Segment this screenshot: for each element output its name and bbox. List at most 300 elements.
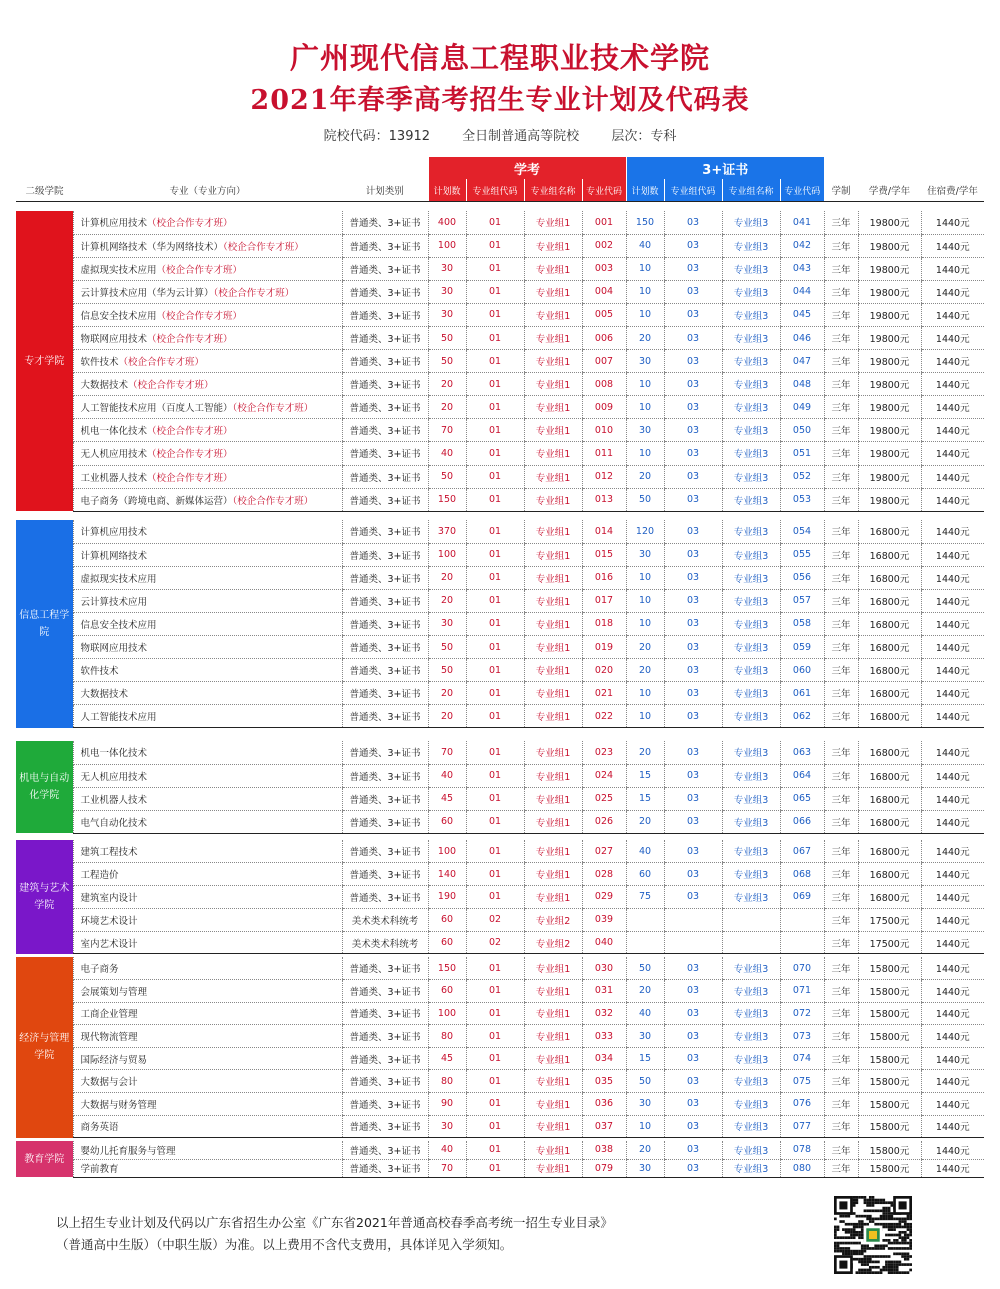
cell-cg — [664, 908, 722, 931]
cell-cn: 专业组3 — [722, 840, 780, 863]
cell-dorm: 1440元 — [921, 1047, 984, 1070]
cell-xp: 40 — [428, 1141, 466, 1159]
cell-cat: 普通类、3+证书 — [342, 980, 428, 1003]
cell-cn: 专业组3 — [722, 957, 780, 980]
cell-yr: 三年 — [824, 373, 858, 396]
table-row — [16, 234, 984, 257]
cell-dorm: 1440元 — [921, 326, 984, 349]
cell-xp: 100 — [428, 543, 466, 566]
cell-fee: 16800元 — [858, 840, 921, 863]
cell-cat: 普通类、3+证书 — [342, 257, 428, 280]
cell-xp: 100 — [428, 840, 466, 863]
cell-cp: 20 — [626, 659, 664, 682]
major-name — [73, 234, 342, 257]
cell-xg: 01 — [466, 257, 524, 280]
cell-cc: 071 — [780, 980, 824, 1003]
cell-fee: 19800元 — [858, 350, 921, 373]
cell-xg: 02 — [466, 931, 524, 954]
cell-yr: 三年 — [824, 234, 858, 257]
cell-xg: 01 — [466, 810, 524, 833]
cell-cp: 15 — [626, 787, 664, 810]
col-cert-group-name: 专业组名称 — [722, 179, 780, 202]
cell-xn: 专业组1 — [524, 280, 582, 303]
college-label: 专才学院 — [16, 211, 73, 511]
major-name-text: 物联网应用技术 — [80, 334, 148, 346]
cell-xg: 01 — [466, 980, 524, 1003]
cell-dorm: 1440元 — [921, 612, 984, 635]
cell-xc: 011 — [582, 442, 626, 465]
cert-header: 3+证书 — [626, 157, 824, 179]
major-name — [73, 635, 342, 658]
cell-cat: 普通类、3+证书 — [342, 840, 428, 863]
cell-xn: 专业组1 — [524, 1025, 582, 1048]
table-row — [16, 682, 984, 705]
cell-dorm: 1440元 — [921, 705, 984, 728]
cell-cg: 03 — [664, 465, 722, 488]
major-name-text: 工程造价 — [80, 870, 119, 882]
major-name-text: 环境艺术设计 — [80, 915, 138, 927]
major-name — [73, 659, 342, 682]
cell-xp: 60 — [428, 931, 466, 954]
cell-cn — [722, 908, 780, 931]
cell-xc: 034 — [582, 1047, 626, 1070]
cell-xp: 20 — [428, 396, 466, 419]
major-name — [73, 787, 342, 810]
cell-cg: 03 — [664, 682, 722, 705]
cell-xc: 032 — [582, 1002, 626, 1025]
cell-cp: 10 — [626, 373, 664, 396]
cell-cat: 普通类、3+证书 — [342, 810, 428, 833]
coop-class-tag: （校企合作专才班） — [147, 472, 233, 484]
cell-fee: 15800元 — [858, 1159, 921, 1177]
cell-dorm: 1440元 — [921, 1093, 984, 1116]
cell-cn: 专业组3 — [722, 303, 780, 326]
cell-xn: 专业组1 — [524, 1093, 582, 1116]
major-name — [73, 980, 342, 1003]
table-row — [16, 520, 984, 543]
major-name-text: 虚拟现实技术应用 — [80, 264, 157, 276]
cell-xn: 专业组1 — [524, 612, 582, 635]
cell-xc: 006 — [582, 326, 626, 349]
major-name — [73, 589, 342, 612]
cell-dorm: 1440元 — [921, 520, 984, 543]
cell-cp: 20 — [626, 465, 664, 488]
table-row — [16, 373, 984, 396]
coop-class-tag: （校企合作专才班） — [147, 334, 233, 346]
major-name-text: 电气自动化技术 — [80, 817, 148, 829]
cell-dorm: 1440元 — [921, 840, 984, 863]
cell-yr: 三年 — [824, 566, 858, 589]
cell-xp: 40 — [428, 764, 466, 787]
cell-cp: 10 — [626, 396, 664, 419]
cell-xc: 028 — [582, 863, 626, 886]
table-row — [16, 280, 984, 303]
cell-yr: 三年 — [824, 396, 858, 419]
cell-dorm: 1440元 — [921, 980, 984, 1003]
cell-xp: 50 — [428, 465, 466, 488]
table-row — [16, 566, 984, 589]
cell-cg: 03 — [664, 396, 722, 419]
cell-cp: 10 — [626, 442, 664, 465]
major-name — [73, 326, 342, 349]
cell-xg: 01 — [466, 886, 524, 909]
table-row — [16, 350, 984, 373]
cell-fee: 19800元 — [858, 465, 921, 488]
cell-cp: 40 — [626, 1002, 664, 1025]
cell-xn: 专业组1 — [524, 1047, 582, 1070]
cell-dorm: 1440元 — [921, 234, 984, 257]
cell-xn: 专业组1 — [524, 810, 582, 833]
cell-cn: 专业组3 — [722, 566, 780, 589]
cell-fee: 16800元 — [858, 741, 921, 764]
cell-fee: 16800元 — [858, 520, 921, 543]
cell-fee: 15800元 — [858, 1115, 921, 1138]
cell-xn: 专业组1 — [524, 303, 582, 326]
cell-cp: 20 — [626, 980, 664, 1003]
major-name-text: 计算机网络技术（华为网络技术） — [80, 241, 224, 253]
cell-xn: 专业组1 — [524, 1002, 582, 1025]
cell-xg: 01 — [466, 1093, 524, 1116]
cell-fee: 15800元 — [858, 1002, 921, 1025]
cell-yr: 三年 — [824, 705, 858, 728]
major-name-text: 工商企业管理 — [80, 1009, 138, 1021]
cell-yr: 三年 — [824, 635, 858, 658]
cell-xc: 025 — [582, 787, 626, 810]
table-row — [16, 211, 984, 234]
major-name — [73, 1093, 342, 1116]
cell-xn: 专业组1 — [524, 635, 582, 658]
cell-yr: 三年 — [824, 659, 858, 682]
major-name — [73, 810, 342, 833]
cell-xn: 专业组1 — [524, 787, 582, 810]
cell-dorm: 1440元 — [921, 488, 984, 511]
cell-dorm: 1440元 — [921, 589, 984, 612]
cell-cn — [722, 931, 780, 954]
cell-xc: 035 — [582, 1070, 626, 1093]
college-label: 机电与自动化学院 — [16, 741, 73, 833]
cell-cn: 专业组3 — [722, 682, 780, 705]
col-xk-plan: 计划数 — [428, 179, 466, 202]
cell-xc: 008 — [582, 373, 626, 396]
cell-xg: 01 — [466, 635, 524, 658]
cell-xg: 01 — [466, 465, 524, 488]
table-row — [16, 980, 984, 1003]
major-name — [73, 682, 342, 705]
cell-cat: 普通类、3+证书 — [342, 1047, 428, 1070]
coop-class-tag: （校企合作专才班） — [128, 380, 214, 392]
cell-cc: 049 — [780, 396, 824, 419]
cell-cc: 044 — [780, 280, 824, 303]
cell-xg: 01 — [466, 1047, 524, 1070]
table-row — [16, 787, 984, 810]
table-row — [16, 840, 984, 863]
cell-cg: 03 — [664, 1141, 722, 1159]
cell-cp: 10 — [626, 1115, 664, 1138]
cell-fee: 16800元 — [858, 659, 921, 682]
major-name-text: 大数据技术 — [80, 380, 129, 392]
cell-cn: 专业组3 — [722, 373, 780, 396]
cell-xg: 01 — [466, 682, 524, 705]
college-group — [16, 840, 984, 954]
cell-cat: 普通类、3+证书 — [342, 589, 428, 612]
cell-xc: 039 — [582, 908, 626, 931]
cell-xp: 30 — [428, 1115, 466, 1138]
cell-cn: 专业组3 — [722, 1115, 780, 1138]
cell-cg: 03 — [664, 520, 722, 543]
cell-xp: 190 — [428, 886, 466, 909]
major-name — [73, 931, 342, 954]
cell-cc: 078 — [780, 1141, 824, 1159]
cell-cp: 10 — [626, 705, 664, 728]
cell-cc: 042 — [780, 234, 824, 257]
major-name-text: 婴幼儿托育服务与管理 — [80, 1145, 176, 1157]
cell-fee: 17500元 — [858, 908, 921, 931]
cell-cat: 普通类、3+证书 — [342, 520, 428, 543]
cell-xg: 01 — [466, 488, 524, 511]
cell-yr: 三年 — [824, 1141, 858, 1159]
cell-xc: 004 — [582, 280, 626, 303]
cell-xc: 079 — [582, 1159, 626, 1177]
major-name-text: 云计算技术应用 — [80, 596, 148, 608]
school-level: 层次：专科 — [611, 129, 677, 144]
cell-dorm: 1440元 — [921, 1070, 984, 1093]
cell-dorm: 1440元 — [921, 931, 984, 954]
cell-cn: 专业组3 — [722, 635, 780, 658]
major-name-text: 商务英语 — [80, 1122, 119, 1134]
major-name — [73, 886, 342, 909]
cell-xn: 专业组1 — [524, 396, 582, 419]
cell-dorm: 1440元 — [921, 659, 984, 682]
cell-fee: 15800元 — [858, 1025, 921, 1048]
col-xk-group-code: 专业组代码 — [466, 179, 524, 202]
cell-dorm: 1440元 — [921, 741, 984, 764]
major-name-text: 会展策划与管理 — [80, 986, 148, 998]
major-name-text: 人工智能技术应用 — [80, 712, 157, 724]
cell-cp: 20 — [626, 635, 664, 658]
cell-cn: 专业组3 — [722, 612, 780, 635]
cell-fee: 16800元 — [858, 764, 921, 787]
cell-cc: 045 — [780, 303, 824, 326]
cell-fee: 15800元 — [858, 980, 921, 1003]
cell-cc: 064 — [780, 764, 824, 787]
cell-cc — [780, 908, 824, 931]
cell-cc: 043 — [780, 257, 824, 280]
cell-xn: 专业组1 — [524, 566, 582, 589]
cell-dorm: 1440元 — [921, 350, 984, 373]
cell-cn: 专业组3 — [722, 741, 780, 764]
cell-xn: 专业组1 — [524, 886, 582, 909]
coop-class-tag: （校企合作专才班） — [213, 287, 295, 299]
major-name — [73, 612, 342, 635]
cell-xg: 01 — [466, 612, 524, 635]
cell-xn: 专业组1 — [524, 863, 582, 886]
col-category: 计划类别 — [342, 179, 428, 202]
cell-dorm: 1440元 — [921, 419, 984, 442]
cell-dorm: 1440元 — [921, 635, 984, 658]
cell-xn: 专业组1 — [524, 543, 582, 566]
qr-code-icon — [834, 1196, 912, 1274]
table-row — [16, 635, 984, 658]
school-info — [0, 125, 1000, 144]
college-group — [16, 520, 984, 728]
major-name — [73, 1115, 342, 1138]
cell-xp: 45 — [428, 787, 466, 810]
table-row — [16, 1141, 984, 1159]
cell-xg: 01 — [466, 659, 524, 682]
footer-line-1: 以上招生专业计划及代码以广东省招生办公室《广东省2021年普通高校春季高考统一招生专业目录》 — [56, 1215, 613, 1230]
cell-xg: 01 — [466, 211, 524, 234]
cell-xc: 029 — [582, 886, 626, 909]
cell-cg: 03 — [664, 1047, 722, 1070]
cell-cc: 051 — [780, 442, 824, 465]
cell-dorm: 1440元 — [921, 566, 984, 589]
table-row — [16, 612, 984, 635]
table-row — [16, 419, 984, 442]
major-name-text: 机电一体化技术 — [80, 426, 148, 438]
cell-yr: 三年 — [824, 840, 858, 863]
cell-xc: 005 — [582, 303, 626, 326]
cell-fee: 19800元 — [858, 257, 921, 280]
cell-cp: 50 — [626, 488, 664, 511]
cell-xc: 013 — [582, 488, 626, 511]
cell-cat: 普通类、3+证书 — [342, 682, 428, 705]
major-name-text: 物联网应用技术 — [80, 643, 148, 655]
college-label: 信息工程学院 — [16, 520, 73, 728]
cell-yr: 三年 — [824, 980, 858, 1003]
table-row — [16, 1070, 984, 1093]
cell-cat: 普通类、3+证书 — [342, 303, 428, 326]
cell-yr: 三年 — [824, 465, 858, 488]
cell-xg: 01 — [466, 396, 524, 419]
table-row — [16, 931, 984, 954]
major-name — [73, 1070, 342, 1093]
cell-cn: 专业组3 — [722, 1070, 780, 1093]
cell-xp: 30 — [428, 257, 466, 280]
cell-cat: 普通类、3+证书 — [342, 1115, 428, 1138]
major-name-text: 工业机器人技术 — [80, 794, 148, 806]
cell-fee: 19800元 — [858, 303, 921, 326]
major-name-text: 国际经济与贸易 — [80, 1054, 148, 1066]
cell-dorm: 1440元 — [921, 682, 984, 705]
cell-xp: 60 — [428, 810, 466, 833]
cell-cg: 03 — [664, 1159, 722, 1177]
cell-cc: 074 — [780, 1047, 824, 1070]
cell-xg: 01 — [466, 589, 524, 612]
major-name-text: 软件技术 — [80, 357, 119, 369]
cell-xg: 01 — [466, 1141, 524, 1159]
cell-cn: 专业组3 — [722, 980, 780, 1003]
cell-fee: 16800元 — [858, 886, 921, 909]
cell-cp: 30 — [626, 1093, 664, 1116]
table-row — [16, 659, 984, 682]
cell-cp: 10 — [626, 303, 664, 326]
coop-class-tag: （校企合作专才班） — [232, 495, 314, 507]
cell-dorm: 1440元 — [921, 257, 984, 280]
page-title: 广州现代信息工程职业技术学院 — [289, 41, 710, 75]
cell-xg: 01 — [466, 787, 524, 810]
col-cert-major-code: 专业代码 — [780, 179, 824, 202]
cell-cp: 120 — [626, 520, 664, 543]
major-name-text: 电子商务（跨境电商、新媒体运营） — [80, 495, 233, 507]
cell-xc: 019 — [582, 635, 626, 658]
cell-xp: 90 — [428, 1093, 466, 1116]
cell-xp: 50 — [428, 659, 466, 682]
cell-cc: 068 — [780, 863, 824, 886]
cell-cg: 03 — [664, 980, 722, 1003]
cell-cp: 10 — [626, 566, 664, 589]
cell-cn: 专业组3 — [722, 589, 780, 612]
major-name-text: 人工智能技术应用（百度人工智能） — [80, 403, 233, 415]
cell-cat: 普通类、3+证书 — [342, 1159, 428, 1177]
cell-xg: 01 — [466, 957, 524, 980]
cell-fee: 16800元 — [858, 863, 921, 886]
cell-cp: 30 — [626, 350, 664, 373]
cell-yr: 三年 — [824, 741, 858, 764]
college-group — [16, 211, 984, 512]
cell-xg: 01 — [466, 442, 524, 465]
cell-cn: 专业组3 — [722, 1159, 780, 1177]
cell-cg: 03 — [664, 488, 722, 511]
footer-note — [56, 1212, 776, 1256]
cell-fee: 19800元 — [858, 211, 921, 234]
table-row — [16, 465, 984, 488]
cell-cn: 专业组3 — [722, 350, 780, 373]
cell-cn: 专业组3 — [722, 1093, 780, 1116]
cell-cp: 60 — [626, 863, 664, 886]
major-name — [73, 280, 342, 303]
cell-xc: 026 — [582, 810, 626, 833]
cell-cn: 专业组3 — [722, 211, 780, 234]
cell-fee: 16800元 — [858, 566, 921, 589]
cell-cg: 03 — [664, 211, 722, 234]
cell-cp: 10 — [626, 612, 664, 635]
cell-xn: 专业组1 — [524, 520, 582, 543]
table-row — [16, 442, 984, 465]
cell-fee: 16800元 — [858, 612, 921, 635]
cell-xc: 022 — [582, 705, 626, 728]
cell-cp: 15 — [626, 764, 664, 787]
cell-xc: 002 — [582, 234, 626, 257]
cell-xp: 50 — [428, 326, 466, 349]
cell-xp: 30 — [428, 280, 466, 303]
cell-yr: 三年 — [824, 931, 858, 954]
major-name — [73, 863, 342, 886]
cell-xc: 007 — [582, 350, 626, 373]
cell-yr: 三年 — [824, 488, 858, 511]
cell-cc: 055 — [780, 543, 824, 566]
cell-xg: 01 — [466, 1070, 524, 1093]
cell-xc: 016 — [582, 566, 626, 589]
cell-xg: 01 — [466, 373, 524, 396]
cell-cat: 普通类、3+证书 — [342, 705, 428, 728]
major-name-text: 无人机应用技术 — [80, 771, 148, 783]
major-name — [73, 1159, 342, 1177]
cell-xn: 专业组1 — [524, 1141, 582, 1159]
cell-cg: 03 — [664, 350, 722, 373]
cell-cc: 050 — [780, 419, 824, 442]
cell-xg: 01 — [466, 543, 524, 566]
major-name-text: 计算机应用技术 — [80, 527, 148, 539]
cell-cc: 066 — [780, 810, 824, 833]
cell-yr: 三年 — [824, 1047, 858, 1070]
col-cert-plan: 计划数 — [626, 179, 664, 202]
cell-xg: 01 — [466, 863, 524, 886]
cell-cg: 03 — [664, 589, 722, 612]
cell-xp: 40 — [428, 442, 466, 465]
major-name-text: 学前教育 — [80, 1164, 119, 1175]
cell-cg: 03 — [664, 705, 722, 728]
table-row — [16, 257, 984, 280]
